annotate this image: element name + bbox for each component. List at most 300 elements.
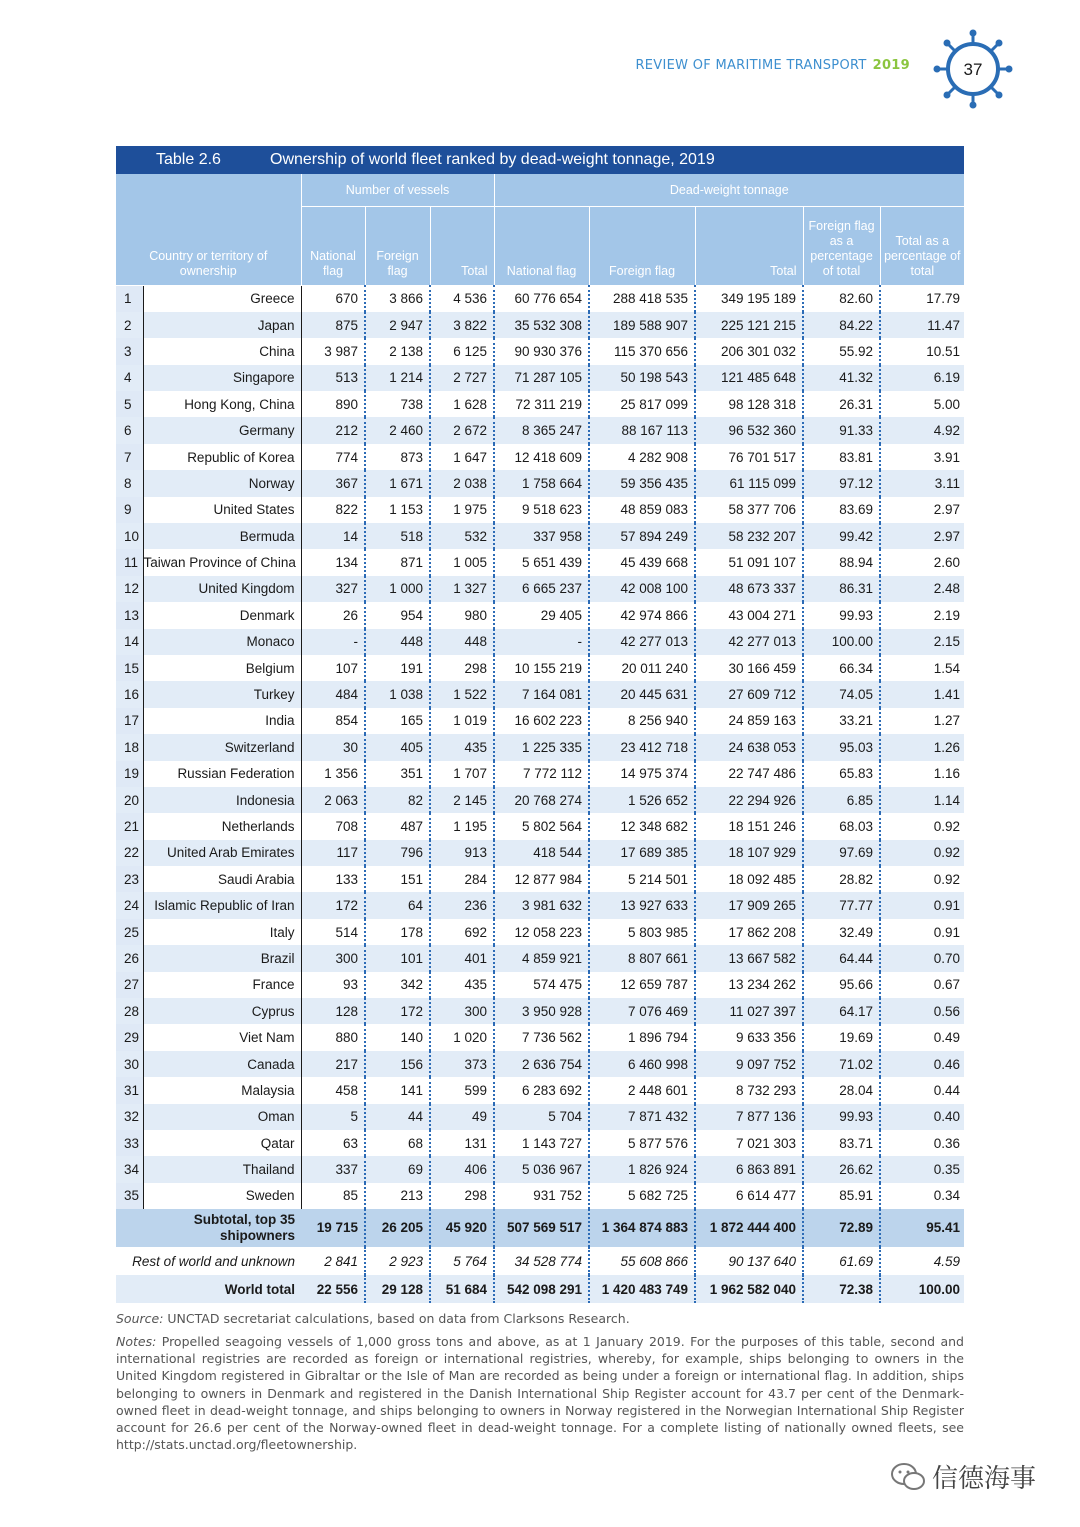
cell: 217 bbox=[301, 1051, 365, 1077]
cell: 16 602 223 bbox=[494, 708, 589, 734]
cell: 0.49 bbox=[933, 1030, 961, 1046]
table-row bbox=[116, 787, 964, 813]
country-cell: Qatar bbox=[143, 1130, 301, 1156]
country-cell: United Arab Emirates bbox=[143, 840, 301, 866]
cell: 7 871 432 bbox=[589, 1104, 695, 1130]
cell: 4 536 bbox=[430, 285, 494, 312]
cell: 1 671 bbox=[365, 470, 430, 496]
cell: 14 975 374 bbox=[589, 761, 695, 787]
cell: 2 672 bbox=[430, 417, 494, 443]
rank-cell: 5 bbox=[116, 391, 143, 417]
rank-cell: 35 bbox=[116, 1183, 143, 1209]
cell: 484 bbox=[301, 681, 365, 707]
cell: 6 283 692 bbox=[494, 1077, 589, 1103]
cell: 115 370 656 bbox=[589, 338, 695, 364]
cell: 0.35 bbox=[880, 1156, 964, 1182]
cell: 5.00 bbox=[933, 396, 961, 412]
cell: 367 bbox=[301, 470, 365, 496]
rank-cell: 23 bbox=[116, 866, 143, 892]
cell: 931 752 bbox=[494, 1183, 589, 1209]
cell: 284 bbox=[430, 866, 494, 892]
cell: 77.77 bbox=[803, 892, 880, 918]
country-cell: Cyprus bbox=[143, 998, 301, 1024]
cell: 7 736 562 bbox=[494, 1024, 589, 1050]
cell: 20 011 240 bbox=[589, 655, 695, 681]
cell: 542 098 291 bbox=[494, 1275, 589, 1303]
cell: 212 bbox=[301, 417, 365, 443]
cell: 5 036 967 bbox=[494, 1156, 589, 1182]
cell: 19.69 bbox=[803, 1024, 880, 1050]
cell: 14 bbox=[301, 523, 365, 549]
cell: 64 bbox=[365, 892, 430, 918]
cell: 1 522 bbox=[430, 681, 494, 707]
cell: 18 107 929 bbox=[695, 840, 803, 866]
cell: 151 bbox=[365, 866, 430, 892]
cell: 5 704 bbox=[494, 1104, 589, 1130]
cell: 458 bbox=[301, 1077, 365, 1103]
cell: 2.15 bbox=[880, 629, 964, 655]
cell: 12 877 984 bbox=[494, 866, 589, 892]
cell: 7 164 081 bbox=[494, 681, 589, 707]
cell: 518 bbox=[365, 523, 430, 549]
cell: 2 923 bbox=[365, 1247, 430, 1275]
cell: 22 556 bbox=[301, 1275, 365, 1303]
rank-cell: 9 bbox=[116, 497, 143, 523]
cell: 178 bbox=[365, 919, 430, 945]
cell: 22 747 486 bbox=[695, 761, 803, 787]
cell: 487 bbox=[365, 813, 430, 839]
cell: 890 bbox=[301, 391, 365, 417]
cell: 26.62 bbox=[803, 1156, 880, 1182]
cell: 349 195 189 bbox=[695, 285, 803, 312]
cell: 83.71 bbox=[803, 1130, 880, 1156]
source-text: UNCTAD secretariat calculations, based on data from Clarksons Research. bbox=[163, 1311, 630, 1326]
table-row bbox=[116, 312, 964, 338]
rank-cell: 7 bbox=[116, 444, 143, 470]
notes-label: Notes: bbox=[116, 1334, 157, 1349]
table-row bbox=[116, 470, 964, 496]
rank-cell: 24 bbox=[116, 892, 143, 918]
cell: 63 bbox=[301, 1130, 365, 1156]
cell: 12 058 223 bbox=[494, 919, 589, 945]
cell: 25 817 099 bbox=[589, 391, 695, 417]
cell: 42 277 013 bbox=[695, 629, 803, 655]
cell: 72.38 bbox=[803, 1275, 880, 1303]
rank-cell: 14 bbox=[116, 629, 143, 655]
cell: 236 bbox=[430, 892, 494, 918]
cell: 172 bbox=[301, 892, 365, 918]
cell: 26.31 bbox=[803, 391, 880, 417]
cell: 3 866 bbox=[365, 285, 430, 312]
cell: 91.33 bbox=[803, 417, 880, 443]
cell: 100.00 bbox=[880, 1275, 964, 1303]
cell: 5 214 501 bbox=[589, 866, 695, 892]
rank-cell: 25 bbox=[116, 919, 143, 945]
running-year: 2019 bbox=[872, 58, 910, 73]
table-row bbox=[116, 866, 964, 892]
rank-cell: 16 bbox=[116, 681, 143, 707]
cell: 134 bbox=[301, 549, 365, 575]
country-cell: Singapore bbox=[143, 365, 301, 391]
cell: 875 bbox=[301, 312, 365, 338]
cell: 514 bbox=[301, 919, 365, 945]
cell: 2 145 bbox=[430, 787, 494, 813]
cell: 5 877 576 bbox=[589, 1130, 695, 1156]
cell: 49 bbox=[430, 1104, 494, 1130]
col-header-country: Country or territory of ownership bbox=[116, 174, 301, 285]
cell: 873 bbox=[365, 444, 430, 470]
cell: 1 628 bbox=[430, 391, 494, 417]
cell: 131 bbox=[430, 1130, 494, 1156]
table-row bbox=[116, 576, 964, 602]
cell: 337 bbox=[301, 1156, 365, 1182]
cell: 298 bbox=[430, 655, 494, 681]
cell: 599 bbox=[430, 1077, 494, 1103]
cell: 71.02 bbox=[803, 1051, 880, 1077]
rest-of-world-row bbox=[116, 1247, 964, 1275]
cell: 64.17 bbox=[803, 998, 880, 1024]
cell: 435 bbox=[430, 972, 494, 998]
table-row bbox=[116, 734, 964, 760]
cell: 72 311 219 bbox=[494, 391, 589, 417]
cell: 327 bbox=[301, 576, 365, 602]
cell: 60 776 654 bbox=[494, 285, 589, 312]
table-row bbox=[116, 681, 964, 707]
page-number: 37 bbox=[963, 60, 983, 79]
country-cell: Turkey bbox=[143, 681, 301, 707]
col-header-foreign-pct: Foreign flag as a percentage of total bbox=[803, 207, 880, 286]
subtotal-row bbox=[116, 1209, 964, 1247]
cell: 101 bbox=[365, 945, 430, 971]
cell: 954 bbox=[365, 602, 430, 628]
cell: 50 198 543 bbox=[589, 365, 695, 391]
cell: 165 bbox=[365, 708, 430, 734]
cell: 20 768 274 bbox=[494, 787, 589, 813]
cell: 20 445 631 bbox=[589, 681, 695, 707]
cell: 90 137 640 bbox=[695, 1247, 803, 1275]
group-header-vessels: Number of vessels bbox=[301, 174, 494, 207]
cell: 2 841 bbox=[301, 1247, 365, 1275]
country-cell: Switzerland bbox=[143, 734, 301, 760]
table-row bbox=[116, 444, 964, 470]
cell: 206 301 032 bbox=[695, 338, 803, 364]
rank-cell: 31 bbox=[116, 1077, 143, 1103]
cell: 99.93 bbox=[803, 1104, 880, 1130]
cell: 0.92 bbox=[880, 840, 964, 866]
world-total-row bbox=[116, 1275, 964, 1303]
cell: 61.69 bbox=[803, 1247, 880, 1275]
cell: 373 bbox=[430, 1051, 494, 1077]
cell: 1.16 bbox=[933, 766, 961, 782]
cell: 1.14 bbox=[880, 787, 964, 813]
country-cell: Islamic Republic of Iran bbox=[143, 892, 301, 918]
cell: 2.60 bbox=[933, 555, 961, 571]
cell: 22 294 926 bbox=[695, 787, 803, 813]
rank-cell: 18 bbox=[116, 734, 143, 760]
cell: 29 128 bbox=[365, 1275, 430, 1303]
cell: 3 981 632 bbox=[494, 892, 589, 918]
cell: 35 532 308 bbox=[494, 312, 589, 338]
cell: 288 418 535 bbox=[589, 285, 695, 312]
rank-cell: 32 bbox=[116, 1104, 143, 1130]
cell: 0.56 bbox=[880, 998, 964, 1024]
cell: 191 bbox=[365, 655, 430, 681]
cell: 26 bbox=[301, 602, 365, 628]
country-cell: Canada bbox=[143, 1051, 301, 1077]
cell: 1 356 bbox=[301, 761, 365, 787]
cell: 141 bbox=[365, 1077, 430, 1103]
cell: 8 256 940 bbox=[589, 708, 695, 734]
cell: 13 667 582 bbox=[695, 945, 803, 971]
cell: 28.04 bbox=[803, 1077, 880, 1103]
cell: 7 076 469 bbox=[589, 998, 695, 1024]
col-header-dwt-national-flag: National flag bbox=[494, 207, 589, 286]
cell: 507 569 517 bbox=[494, 1209, 589, 1247]
cell: 96 532 360 bbox=[695, 417, 803, 443]
cell: 48 859 083 bbox=[589, 497, 695, 523]
cell: 121 485 648 bbox=[695, 365, 803, 391]
cell: 17 909 265 bbox=[695, 892, 803, 918]
cell: 55.92 bbox=[803, 338, 880, 364]
rank-cell: 33 bbox=[116, 1130, 143, 1156]
cell: 13 927 633 bbox=[589, 892, 695, 918]
cell: 4.92 bbox=[880, 417, 964, 443]
cell: 128 bbox=[301, 998, 365, 1024]
wechat-icon bbox=[890, 1462, 926, 1492]
cell: 85.91 bbox=[803, 1183, 880, 1209]
country-cell: Taiwan Province of China bbox=[143, 549, 301, 575]
table-row bbox=[116, 919, 964, 945]
cell: 2 460 bbox=[365, 417, 430, 443]
watermark bbox=[890, 1458, 1036, 1495]
cell: 72.89 bbox=[803, 1209, 880, 1247]
cell: 418 544 bbox=[494, 840, 589, 866]
country-cell: Netherlands bbox=[143, 813, 301, 839]
country-cell: Hong Kong, China bbox=[143, 391, 301, 417]
country-cell: Greece bbox=[143, 285, 301, 312]
country-cell: Japan bbox=[143, 312, 301, 338]
country-cell: Viet Nam bbox=[143, 1024, 301, 1050]
rank-cell: 13 bbox=[116, 602, 143, 628]
cell: 58 377 706 bbox=[695, 497, 803, 523]
cell: 532 bbox=[430, 523, 494, 549]
cell: 0.46 bbox=[880, 1051, 964, 1077]
country-cell: Norway bbox=[143, 470, 301, 496]
source-label: Source: bbox=[116, 1311, 164, 1326]
country-cell: Brazil bbox=[143, 945, 301, 971]
cell: 2.97 bbox=[880, 523, 964, 549]
cell: 57 894 249 bbox=[589, 523, 695, 549]
cell: 1 327 bbox=[430, 576, 494, 602]
cell: 1 420 483 749 bbox=[589, 1275, 695, 1303]
cell: 82.60 bbox=[803, 285, 880, 312]
cell: 3.11 bbox=[880, 470, 964, 496]
cell: 4 282 908 bbox=[589, 444, 695, 470]
cell: 796 bbox=[365, 840, 430, 866]
cell: 84.22 bbox=[803, 312, 880, 338]
cell: 74.05 bbox=[803, 681, 880, 707]
cell: 1 019 bbox=[430, 708, 494, 734]
col-header-dwt-foreign-flag: Foreign flag bbox=[589, 207, 695, 286]
cell: 12 418 609 bbox=[494, 444, 589, 470]
cell: 100.00 bbox=[803, 629, 880, 655]
cell: 1 020 bbox=[430, 1024, 494, 1050]
cell: 1 005 bbox=[430, 549, 494, 575]
table-row bbox=[116, 1183, 964, 1209]
cell: 2 063 bbox=[301, 787, 365, 813]
cell: 140 bbox=[365, 1024, 430, 1050]
cell: 97.12 bbox=[803, 470, 880, 496]
cell: 351 bbox=[365, 761, 430, 787]
country-cell: India bbox=[143, 708, 301, 734]
cell: 1 038 bbox=[365, 681, 430, 707]
cell: 95.41 bbox=[880, 1209, 964, 1247]
rank-cell: 30 bbox=[116, 1051, 143, 1077]
cell: 513 bbox=[301, 365, 365, 391]
cell: 1 526 652 bbox=[589, 787, 695, 813]
country-cell: France bbox=[143, 972, 301, 998]
rank-cell: 20 bbox=[116, 787, 143, 813]
cell: 0.44 bbox=[933, 1082, 961, 1098]
cell: 300 bbox=[301, 945, 365, 971]
cell: 3 987 bbox=[301, 338, 365, 364]
table-row bbox=[116, 708, 964, 734]
table-title-bar bbox=[116, 146, 964, 174]
cell: 24 859 163 bbox=[695, 708, 803, 734]
cell: 1 758 664 bbox=[494, 470, 589, 496]
cell: 2 038 bbox=[430, 470, 494, 496]
cell: 45 920 bbox=[430, 1209, 494, 1247]
cell: 95.66 bbox=[803, 972, 880, 998]
running-header bbox=[560, 58, 910, 73]
col-header-foreign-flag: Foreign flag bbox=[365, 207, 430, 286]
cell: 117 bbox=[301, 840, 365, 866]
cell: 18 092 485 bbox=[695, 866, 803, 892]
rank-cell: 3 bbox=[116, 338, 143, 364]
cell: 822 bbox=[301, 497, 365, 523]
table-row bbox=[116, 285, 964, 312]
table-row bbox=[116, 655, 964, 681]
cell: 0.91 bbox=[880, 892, 964, 918]
cell: 1 000 bbox=[365, 576, 430, 602]
cell: 12 348 682 bbox=[589, 813, 695, 839]
cell: 17 862 208 bbox=[695, 919, 803, 945]
cell: 5 803 985 bbox=[589, 919, 695, 945]
cell: 156 bbox=[365, 1051, 430, 1077]
rank-cell: 1 bbox=[116, 285, 143, 312]
cell: 86.31 bbox=[803, 576, 880, 602]
cell: 9 633 356 bbox=[695, 1024, 803, 1050]
cell: 448 bbox=[430, 629, 494, 655]
cell: 98 128 318 bbox=[695, 391, 803, 417]
running-title: REVIEW OF MARITIME TRANSPORT bbox=[635, 58, 867, 73]
cell: 0.91 bbox=[933, 924, 961, 940]
rank-cell: 27 bbox=[116, 972, 143, 998]
cell: 1 143 727 bbox=[494, 1130, 589, 1156]
table-row bbox=[116, 549, 964, 575]
cell: 189 588 907 bbox=[589, 312, 695, 338]
cell: 1 647 bbox=[430, 444, 494, 470]
cell: 61 115 099 bbox=[695, 470, 803, 496]
cell: 99.42 bbox=[803, 523, 880, 549]
table-row bbox=[116, 1156, 964, 1182]
cell: 401 bbox=[430, 945, 494, 971]
cell: 42 974 866 bbox=[589, 602, 695, 628]
notes-text: Propelled seagoing vessels of 1,000 gross tons and above, as at 1 January 2019. For the purposes of this table, second and international registries are recorded as foreign or international registries, whereby, for example, ships belonging to owners in the United Kingdom registered in Gibraltar or the Isle of Man are recorded as being under a foreign or international flag. In addition, ships belonging to owners in Denmark and registered in the Danish International Ship Register account for 43.7 per cent of the Denmark-owned fleet in dead-weight tonnage, and ships belonging to owners in Norway registered in the Norwegian International Ship Register account for 26.6 per cent of the Norway-owned fleet in dead-weight tonnage. For a complete listing of nationally owned fleets, see http://stats.unctad.org/fleetownership. bbox=[116, 1334, 964, 1453]
cell: 1 225 335 bbox=[494, 734, 589, 760]
rank-cell: 15 bbox=[116, 655, 143, 681]
country-cell: Monaco bbox=[143, 629, 301, 655]
cell: 880 bbox=[301, 1024, 365, 1050]
cell: 2 138 bbox=[365, 338, 430, 364]
fleet-ownership-table bbox=[116, 146, 964, 1303]
rank-cell: 21 bbox=[116, 813, 143, 839]
cell: 28.82 bbox=[803, 866, 880, 892]
cell: 298 bbox=[430, 1183, 494, 1209]
table-row bbox=[116, 840, 964, 866]
table-row bbox=[116, 813, 964, 839]
cell: 13 234 262 bbox=[695, 972, 803, 998]
cell: 1 364 874 883 bbox=[589, 1209, 695, 1247]
cell: 69 bbox=[365, 1156, 430, 1182]
country-cell: Sweden bbox=[143, 1183, 301, 1209]
cell: 19 715 bbox=[301, 1209, 365, 1247]
cell: 337 958 bbox=[494, 523, 589, 549]
ship-wheel-icon bbox=[932, 28, 1014, 110]
rank-cell: 11 bbox=[116, 549, 143, 575]
cell: 44 bbox=[365, 1104, 430, 1130]
cell: 10.51 bbox=[926, 343, 961, 359]
cell: 30 166 459 bbox=[695, 655, 803, 681]
cell: 774 bbox=[301, 444, 365, 470]
cell: 6.85 bbox=[803, 787, 880, 813]
cell: 342 bbox=[365, 972, 430, 998]
table-row bbox=[116, 417, 964, 443]
group-header-dwt: Dead-weight tonnage bbox=[494, 174, 964, 207]
table-row bbox=[116, 892, 964, 918]
cell: 0.92 bbox=[933, 819, 961, 834]
rank-cell: 22 bbox=[116, 840, 143, 866]
cell: 17 689 385 bbox=[589, 840, 695, 866]
cell: 5 764 bbox=[430, 1247, 494, 1275]
table-row bbox=[116, 972, 964, 998]
cell: 97.69 bbox=[803, 840, 880, 866]
cell: 6 665 237 bbox=[494, 576, 589, 602]
country-cell: Thailand bbox=[143, 1156, 301, 1182]
cell: 2.97 bbox=[933, 502, 961, 518]
cell: 42 277 013 bbox=[589, 629, 695, 655]
cell: 10 155 219 bbox=[494, 655, 589, 681]
rank-cell: 12 bbox=[116, 576, 143, 602]
cell: 435 bbox=[430, 734, 494, 760]
cell: 2 947 bbox=[365, 312, 430, 338]
country-cell: Oman bbox=[143, 1104, 301, 1130]
country-cell: Germany bbox=[143, 417, 301, 443]
country-cell: United Kingdom bbox=[143, 576, 301, 602]
country-cell: Republic of Korea bbox=[143, 444, 301, 470]
cell: 51 684 bbox=[430, 1275, 494, 1303]
rank-cell: 2 bbox=[116, 312, 143, 338]
cell: 93 bbox=[301, 972, 365, 998]
cell: 23 412 718 bbox=[589, 734, 695, 760]
cell: 95.03 bbox=[803, 734, 880, 760]
cell: 3 950 928 bbox=[494, 998, 589, 1024]
cell: 0.34 bbox=[933, 1188, 961, 1204]
table-row bbox=[116, 523, 964, 549]
cell: 17.79 bbox=[926, 290, 961, 306]
table-row bbox=[116, 1104, 964, 1130]
cell: 2.19 bbox=[933, 607, 961, 623]
